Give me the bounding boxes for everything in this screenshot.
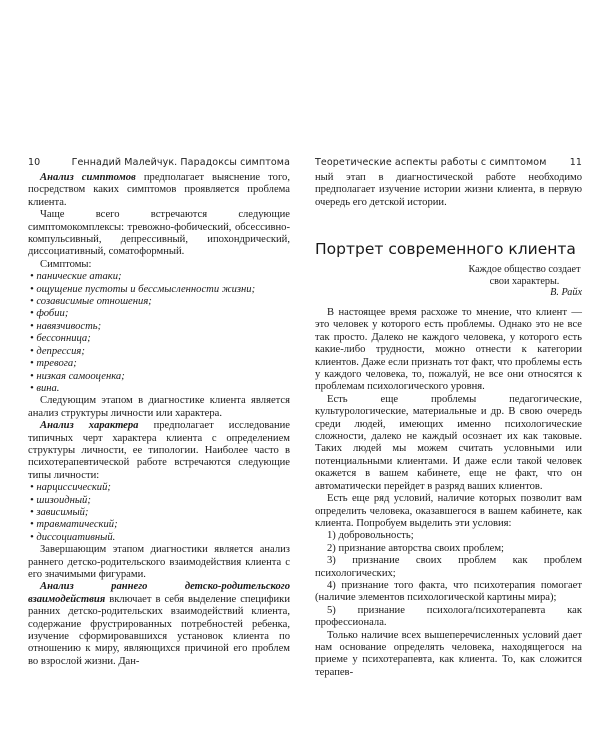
paragraph-symptom-analysis bbox=[28, 172, 290, 209]
list-item: • панические атаки; bbox=[30, 271, 290, 283]
list-item: • фобии; bbox=[30, 308, 290, 320]
section-title: Портрет современного клиента bbox=[315, 240, 576, 259]
list-item: • навязчивость; bbox=[30, 321, 290, 333]
left-running-head: Геннадий Малейчук. Парадоксы симптома bbox=[71, 157, 290, 168]
list-item: • травматический; bbox=[30, 519, 290, 531]
list-item: • депрессия; bbox=[30, 346, 290, 358]
paragraph-continuation: ный этап в диагностической работе необходимо предполагает изучение истории жизни клиента, в первую очередь его детской истории. bbox=[315, 172, 582, 208]
paragraph-text: предполагает исследование типичных черт характера клиента с определением структуры личности, ее типологии. Наиболее часто в психотерапевтической работе встречаются следующие типы личности: bbox=[28, 420, 291, 481]
paragraph-next-stage: Следующим этапом в диагностике клиента является анализ структуры личности или характера. bbox=[28, 395, 290, 419]
paragraph-character-analysis bbox=[28, 420, 290, 482]
list-item: 5) признание психолога/психотерапевта как профессионала. bbox=[315, 604, 582, 629]
list-item: • шизоидный; bbox=[30, 495, 290, 507]
list-item: • нарциссический; bbox=[30, 482, 290, 494]
list-item: • низкая самооценка; bbox=[30, 371, 290, 383]
symptoms-heading: Симптомы: bbox=[40, 258, 92, 270]
list-item: • диссоциативный. bbox=[30, 532, 290, 544]
paragraph-final-stage: Завершающим этапом диагностики является анализ раннего детско-родительского взаимодействия клиента с его значимыми фигурами. bbox=[28, 544, 290, 580]
left-page-number: 10 bbox=[28, 157, 41, 168]
epigraph-author: В. Райх bbox=[550, 287, 582, 299]
term-character-analysis: Анализ характера bbox=[40, 420, 139, 432]
list-item: • вина. bbox=[30, 383, 290, 395]
list-item: • тревога; bbox=[30, 358, 290, 370]
paragraph-client-definition: В настоящее время расхоже то мнение, что клиент — это человек у которого есть проблемы. Однако это не все так просто. Далеко не каждого человека, у которого есть какие-либо трудности, можно отнести к категории клиентов. Даже если признать тот факт, что проблемы есть у каждого человека, то, пожалуй, не все они относятся к проблемам психологического уровня. bbox=[315, 307, 582, 393]
list-item: • бессонница; bbox=[30, 333, 290, 345]
left-page-body bbox=[28, 172, 290, 668]
term-symptom-analysis: Анализ симптомов bbox=[40, 172, 136, 183]
list-item: 1) добровольность; bbox=[327, 530, 414, 542]
paragraph-symptom-complexes: Чаще всего встречаются следующие симптомокомплексы: тревожно-фобический, обсессивно-компульсивный, депрессивный, ипохондрический, диссоциативный, соматоформный. bbox=[28, 209, 290, 258]
list-item: • созависимые отношения; bbox=[30, 296, 290, 308]
paragraph-conditions-intro: Есть еще ряд условий, наличие которых позволит вам определить человека, оказавшегося в вашем кабинете, как клиента. Попробуем выделить эти условия: bbox=[315, 493, 582, 529]
personality-type-list bbox=[28, 482, 290, 544]
right-page-body bbox=[315, 172, 582, 679]
list-item: • ощущение пустоты и бессмысленности жизни; bbox=[30, 284, 290, 296]
conditions-list bbox=[315, 530, 582, 629]
list-item: • зависимый; bbox=[30, 507, 290, 519]
symptom-list bbox=[28, 271, 290, 395]
list-item: 4) признание того факта, что психотерапия помогает (наличие элементов психологической картины мира); bbox=[315, 579, 582, 604]
paragraph-other-problems: Есть еще проблемы педагогические, культурологические, материальные и др. В свою очередь среди людей, имеющих именно психологические сложности, далеко не каждый осознает их как таковые. Таких людей мы можем считать условными или потенциальными клиентами. И даже если такой человек окажется в вашем кабинете, еще не факт, что он автоматически перейдет в разряд ваших клиентов. bbox=[315, 393, 582, 492]
paragraph-conclusion: Только наличие всех вышеперечисленных условий дает нам основание определять человека, находящегося на приеме у психотерапевта, как клиента. То, как сложится терапев- bbox=[315, 629, 582, 678]
paragraph-text: предполагает выяснение того, посредством каких симптомов проявляется проблема клиента. bbox=[28, 172, 290, 208]
right-running-head: Теоретические аспекты работы с симптомом bbox=[315, 157, 547, 168]
right-page-number: 11 bbox=[569, 157, 582, 168]
list-item: 3) признание своих проблем как проблем психологических; bbox=[315, 555, 582, 579]
paragraph-early-interaction bbox=[28, 581, 290, 668]
list-item: 2) признание авторства своих проблем; bbox=[327, 542, 504, 554]
term-early-interaction: Анализ раннего детско-родительского взаимодействия bbox=[28, 581, 290, 605]
epigraph: Каждое общество создает свои характеры. bbox=[468, 264, 581, 287]
paragraph-text: включает в себя выделение специфики ранних детско-родительских взаимодействий клиента, содержание фрустрированных потребностей ребенка, изучение сформировавшихся установок клиента по отношению к миру, являющихся причиной его проблем во взрослой жизни. Дан- bbox=[28, 593, 290, 667]
